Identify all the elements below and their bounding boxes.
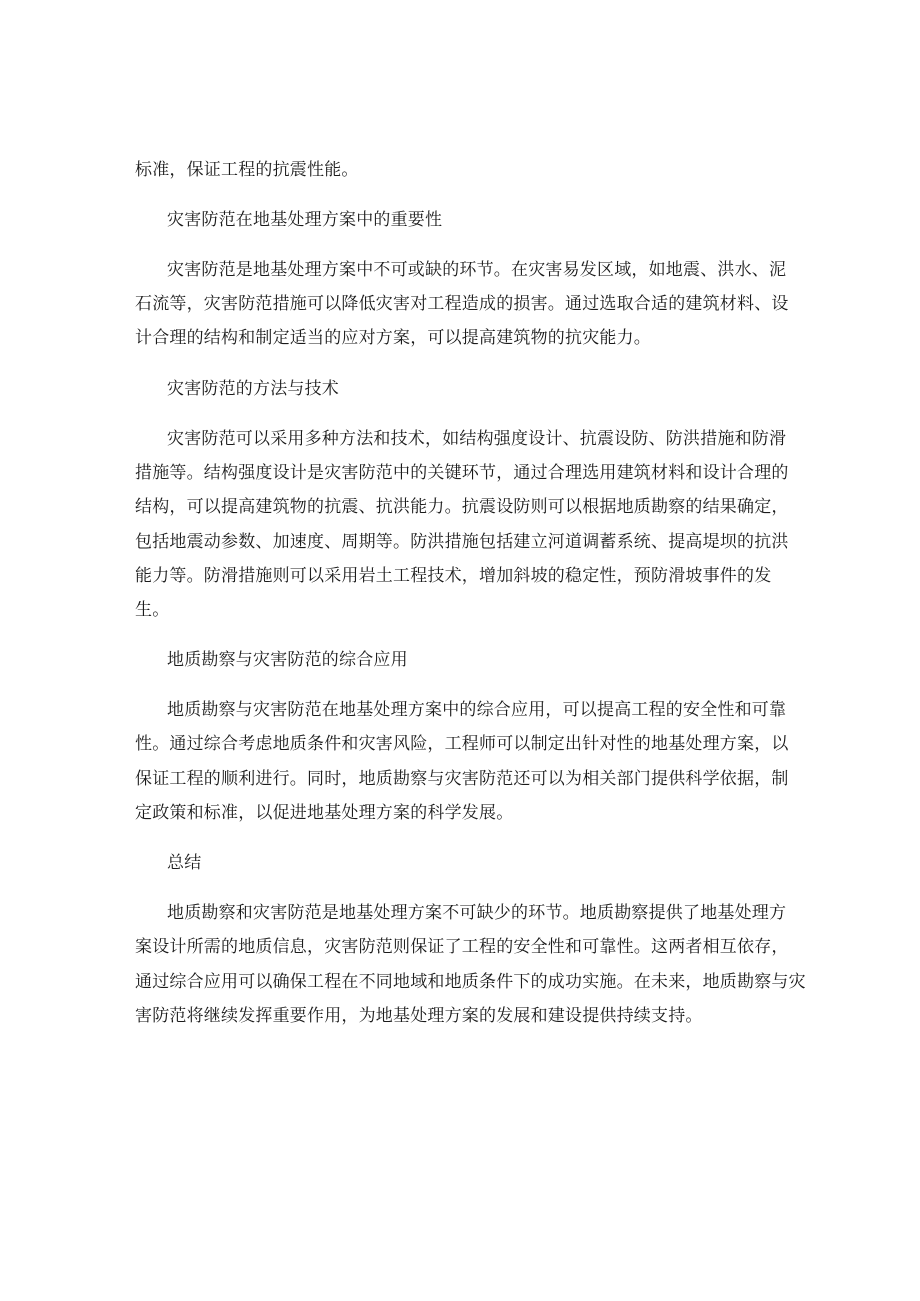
paragraph-line: 保证工程的顺利进行。同时，地质勘察与灾害防范还可以为相关部门提供科学依据，制: [135, 769, 789, 789]
paragraph-line: 性。通过综合考虑地质条件和灾害风险，工程师可以制定出针对性的地基处理方案，以: [135, 734, 789, 754]
paragraph-line: 生。: [135, 600, 170, 620]
paragraph-line: 地质勘察与灾害防范在地基处理方案中的综合应用，可以提高工程的安全性和可靠: [167, 700, 787, 720]
paragraph-line: 地质勘察和灾害防范是地基处理方案不可缺少的环节。地质勘察提供了地基处理方: [167, 903, 787, 923]
paragraph-line: 案设计所需的地质信息，灾害防范则保证了工程的安全性和可靠性。这两者相互依存，: [135, 937, 789, 957]
paragraph-line: 计合理的结构和制定适当的应对方案，可以提高建筑物的抗灾能力。: [135, 328, 651, 348]
paragraph-line: 措施等。结构强度设计是灾害防范中的关键环节，通过合理选用建筑材料和设计合理的: [135, 463, 789, 483]
paragraph-line: 通过综合应用可以确保工程在不同地域和地质条件下的成功实施。在未来，地质勘察与灾: [135, 972, 806, 992]
section-heading-application: 地质勘察与灾害防范的综合应用: [167, 650, 408, 670]
paragraph-line: 石流等，灾害防范措施可以降低灾害对工程造成的损害。通过选取合适的建筑材料、设: [135, 294, 789, 314]
section-heading-summary: 总结: [167, 853, 202, 873]
paragraph-line: 结构，可以提高建筑物的抗震、抗洪能力。抗震设防则可以根据地质勘察的结果确定，: [135, 497, 789, 517]
paragraph-line: 害防范将继续发挥重要作用，为地基处理方案的发展和建设提供持续支持。: [135, 1006, 703, 1026]
paragraph-line: 包括地震动参数、加速度、周期等。防洪措施包括建立河道调蓄系统、提高堤坝的抗洪: [135, 532, 789, 552]
paragraph-line: 灾害防范可以采用多种方法和技术，如结构强度设计、抗震设防、防洪措施和防滑: [167, 429, 787, 449]
paragraph-line: 能力等。防滑措施则可以采用岩土工程技术，增加斜坡的稳定性，预防滑坡事件的发: [135, 566, 772, 586]
paragraph-line: 灾害防范是地基处理方案中不可或缺的环节。在灾害易发区域，如地震、洪水、泥: [167, 260, 787, 280]
intro-tail-text: 标准，保证工程的抗震性能。: [135, 160, 359, 180]
section-heading-importance: 灾害防范在地基处理方案中的重要性: [167, 210, 443, 230]
paragraph-line: 定政策和标准，以促进地基处理方案的科学发展。: [135, 803, 514, 823]
section-heading-methods: 灾害防范的方法与技术: [167, 379, 339, 399]
